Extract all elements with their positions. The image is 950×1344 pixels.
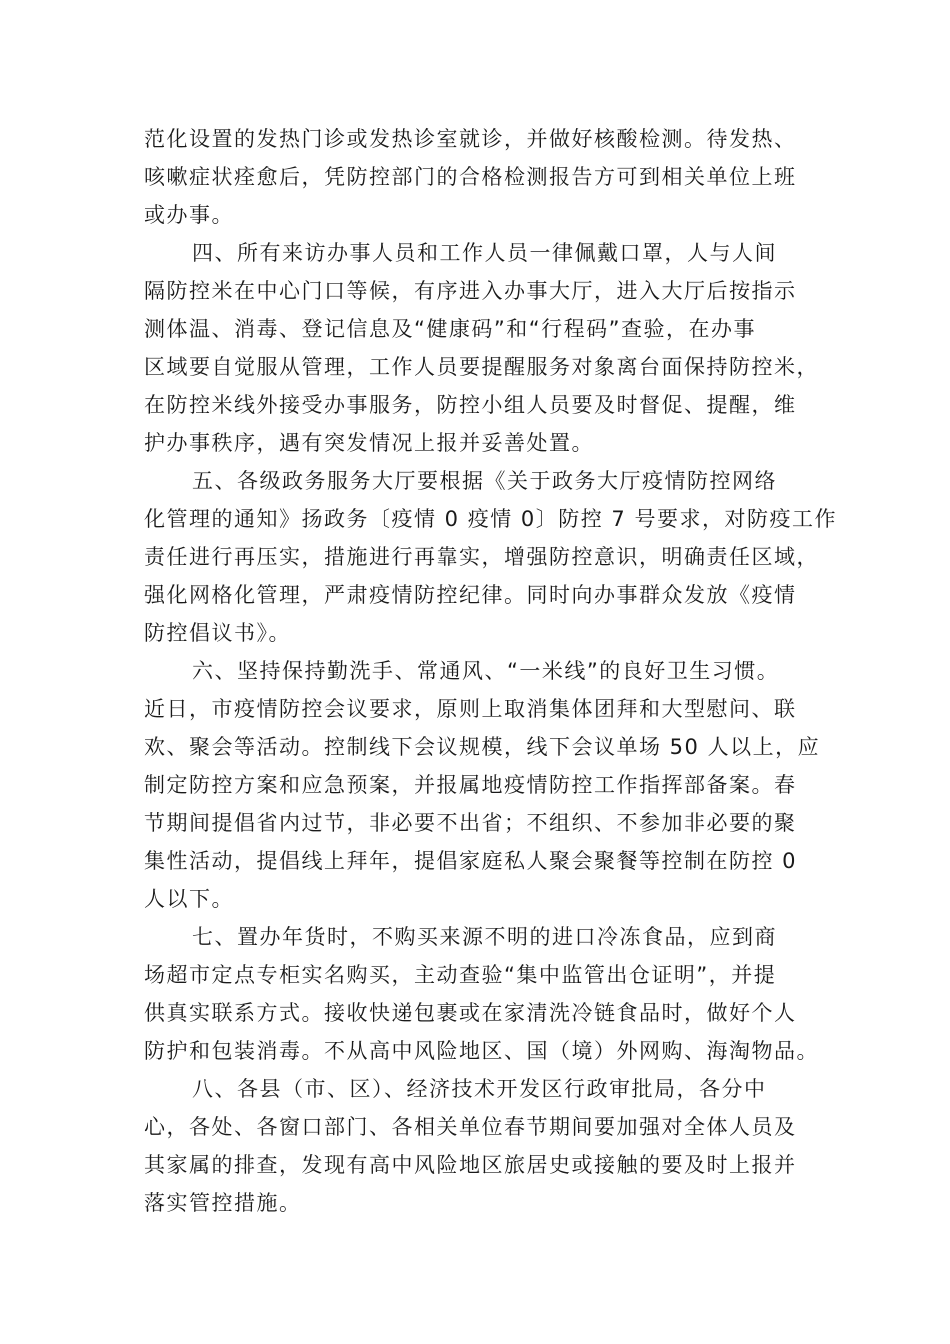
text-line: 防护和包装消毒。不从高中风险地区、国（境）外网购、海淘物品。 bbox=[144, 1039, 819, 1063]
text-line: 场超市定点专柜实名购买，主动查验“集中监管出仓证明”，并提 bbox=[144, 963, 777, 987]
text-line: 测体温、消毒、登记信息及“健康码”和“行程码”查验，在办事 bbox=[144, 317, 757, 341]
text-line: 近日，市疫情防控会议要求，原则上取消集体团拜和大型慰问、联 bbox=[144, 697, 797, 721]
text-line: 或办事。 bbox=[144, 203, 234, 227]
text-line: 八、各县（市、区）、经济技术开发区行政审批局，各分中 bbox=[192, 1077, 767, 1101]
paragraph-item-7 bbox=[144, 918, 819, 1070]
text-line: 强化网格化管理，严肃疫情防控纪律。同时向办事群众发放《疫情 bbox=[144, 583, 797, 607]
text-line: 落实管控措施。 bbox=[144, 1191, 302, 1215]
text-line: 心，各处、各窗口部门、各相关单位春节期间要加强对全体人员及 bbox=[144, 1115, 797, 1139]
text-line: 七、置办年货时，不购买来源不明的进口冷冻食品，应到商 bbox=[192, 925, 777, 949]
text-line: 在防控米线外接受办事服务，防控小组人员要及时督促、提醒，维 bbox=[144, 393, 797, 417]
text-line: 咳嗽症状痊愈后，凭防控部门的合格检测报告方可到相关单位上班 bbox=[144, 165, 797, 189]
text-line: 制定防控方案和应急预案，并报属地疫情防控工作指挥部备案。春 bbox=[144, 773, 797, 797]
paragraph-item-4 bbox=[144, 234, 819, 462]
paragraph-item-8 bbox=[144, 1070, 810, 1222]
text-line: 四、所有来访办事人员和工作人员一律佩戴口罩，人与人间 bbox=[192, 241, 777, 265]
paragraph-item-5 bbox=[144, 462, 837, 652]
document-body bbox=[144, 120, 837, 1222]
text-line: 五、各级政务服务大厅要根据《关于政务大厅疫情防控网络 bbox=[192, 469, 777, 493]
text-line: 人以下。 bbox=[144, 887, 234, 911]
text-line: 区域要自觉服从管理，工作人员要提醒服务对象离台面保持防控米， bbox=[144, 355, 819, 379]
text-line: 其家属的排查，发现有高中风险地区旅居史或接触的要及时上报并 bbox=[144, 1153, 797, 1177]
text-line: 隔防控米在中心门口等候，有序进入办事大厅，进入大厅后按指示 bbox=[144, 279, 797, 303]
text-line: 节期间提倡省内过节，非必要不出省；不组织、不参加非必要的聚 bbox=[144, 811, 797, 835]
paragraph-continuation bbox=[144, 120, 810, 234]
text-line: 集性活动，提倡线上拜年，提倡家庭私人聚会聚餐等控制在防控 0 bbox=[144, 849, 798, 873]
text-line: 护办事秩序，遇有突发情况上报并妥善处置。 bbox=[144, 431, 594, 455]
text-line: 六、坚持保持勤洗手、常通风、“一米线”的良好卫生习惯。 bbox=[192, 659, 780, 683]
paragraph-item-6 bbox=[144, 652, 821, 918]
text-line: 欢、聚会等活动。控制线下会议规模，线下会议单场 50 人以上，应 bbox=[144, 735, 821, 759]
text-line: 责任进行再压实，措施进行再靠实，增强防控意识，明确责任区域， bbox=[144, 545, 819, 569]
text-line: 化管理的通知》扬政务〔疫情 0 疫情 0〕防控 7 号要求，对防疫工作 bbox=[144, 507, 837, 531]
text-line: 防控倡议书》。 bbox=[144, 621, 291, 645]
text-line: 供真实联系方式。接收快递包裹或在家清洗冷链食品时，做好个人 bbox=[144, 1001, 797, 1025]
text-line: 范化设置的发热门诊或发热诊室就诊，并做好核酸检测。待发热、 bbox=[144, 127, 797, 151]
